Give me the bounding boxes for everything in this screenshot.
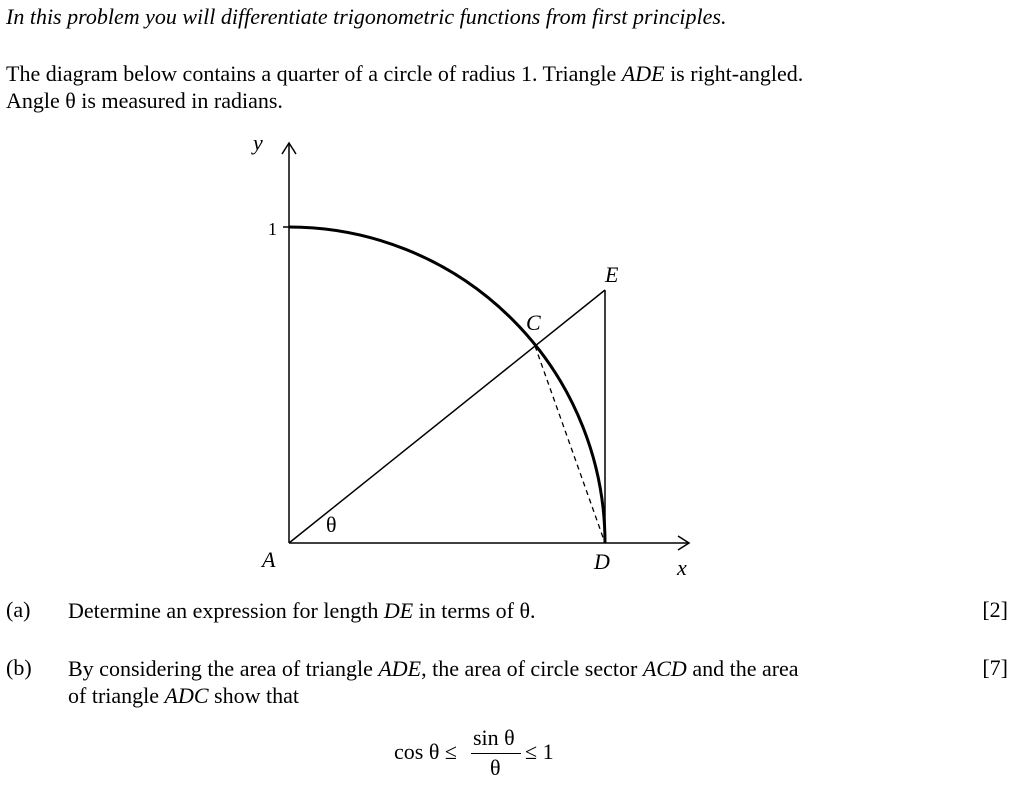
triangle-ade-label: ADE xyxy=(621,61,665,86)
triangle-adc-ref: ADC xyxy=(164,683,209,708)
formula-denominator: θ xyxy=(490,755,501,780)
point-d-label: D xyxy=(594,549,610,574)
description-line1-c: is right-angled. xyxy=(664,61,804,86)
question-a-label: (a) xyxy=(6,597,31,622)
fraction-bar xyxy=(471,753,521,754)
question-b-text-8: show that xyxy=(208,683,299,708)
angle-theta-label: θ xyxy=(326,512,337,537)
question-a-text-1: Determine an expression for length xyxy=(68,598,384,623)
point-c-label: C xyxy=(526,310,541,335)
question-b-text xyxy=(68,655,948,709)
triangle-ade-ref: ADE xyxy=(378,656,422,681)
formula-right: ≤ 1 xyxy=(525,739,554,764)
description-line1-a: The diagram below contains a quarter of a circle of radius 1. Triangle xyxy=(6,61,622,86)
point-a-label: A xyxy=(262,547,276,572)
quarter-circle-arc xyxy=(289,227,605,543)
intro-text: In this problem you will differentiate trigonometric functions from first principles. xyxy=(6,4,727,29)
question-b-marks: [7] xyxy=(982,655,1008,680)
x-axis-label: x xyxy=(677,555,687,580)
question-a-text-3: in terms of θ. xyxy=(413,598,536,623)
sector-acd-ref: ACD xyxy=(642,656,687,681)
formula-left: cos θ ≤ xyxy=(394,739,457,764)
question-a-text xyxy=(68,597,948,624)
description-line2: Angle θ is measured in radians. xyxy=(6,88,283,113)
point-e-label: E xyxy=(605,262,619,287)
question-b-label: (b) xyxy=(6,655,32,680)
line-ae xyxy=(289,290,605,543)
segment-de-label: DE xyxy=(383,598,414,623)
formula-numerator: sin θ xyxy=(473,725,515,750)
y-axis-label: y xyxy=(253,130,263,155)
question-b-text-3: , the area of circle sector xyxy=(421,656,643,681)
question-b-text-6: of triangle xyxy=(68,683,165,708)
question-b-text-1: By considering the area of triangle xyxy=(68,656,379,681)
question-b-text-5: and the area xyxy=(686,656,799,681)
line-cd-dashed xyxy=(535,346,605,543)
question-a-marks: [2] xyxy=(982,597,1008,622)
y-tick-label: 1 xyxy=(268,219,277,239)
